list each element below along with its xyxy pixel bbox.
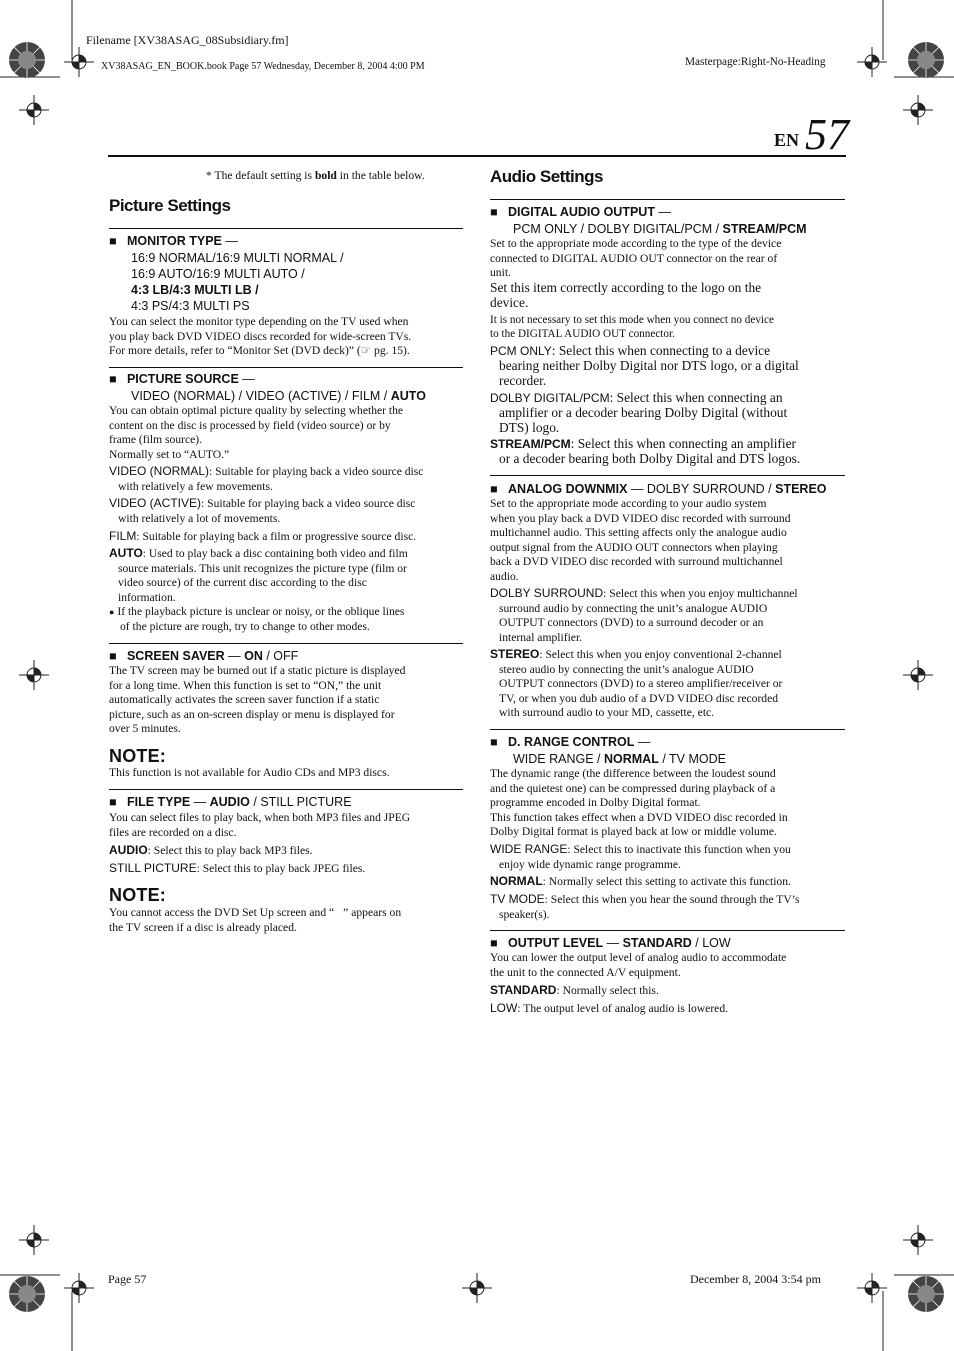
monitor-option-line: 16:9 AUTO/16:9 MULTI AUTO / [131,267,305,281]
option-dolby-surround [490,586,798,645]
crosshair-icon [19,1225,49,1255]
crosshair-icon [64,1273,94,1303]
file-type-label: FILE TYPE [126,795,191,809]
page-lang-label: EN [774,130,800,150]
option-wide-range [490,842,791,872]
registration-circle-icon [6,39,48,81]
text-line: back a DVD VIDEO disc recorded with surround multichannel [490,555,783,568]
text-line: output signal from the AUDIO OUT connectors when playing [490,540,778,554]
text-line: programme encoded in Dolby Digital format. [490,796,701,809]
term-text: : Select this when you enjoy multichannel [603,587,798,600]
output-level-label: OUTPUT LEVEL [507,936,604,950]
option-other: / OFF [262,649,299,663]
text-line: You can lower the output level of analog audio to accommodate [490,951,787,964]
crosshair-icon [462,1273,492,1303]
term-text: : Select this to play back MP3 files. [147,844,313,857]
text-line: for a long time. When this function is set to “ON,” the unit [109,678,382,692]
screen-saver-description [109,664,405,737]
option-stereo [490,647,782,721]
text-line: picture, such as an on-screen display or menu is displayed for [109,707,395,721]
crosshair-icon [64,47,94,77]
screen-saver-label: SCREEN SAVER [126,649,225,663]
term-text: : Select this to play back JPEG files. [196,862,366,875]
monitor-type-title: ■ MONITOR TYPE — [109,234,238,248]
term-text: video source) of the current disc according to the disc [118,576,367,589]
term: STREAM/PCM [490,437,571,451]
monitor-option-line-default: 4:3 LB/4:3 MULTI LB / [131,283,259,297]
text-line: the TV screen if a disc is already placed. [109,920,297,934]
text-line: audio. [490,569,519,583]
text-line: the unit to the connected A/V equipment. [490,965,681,979]
term-text: stereo audio by connecting the unit’s analogue AUDIO [499,662,754,676]
digital-audio-important [490,281,761,311]
option-other: — DOLBY SURROUND / [627,482,776,496]
range-control-options [513,751,726,767]
text-line: Dolby Digital format is played back at low or middle volume. [490,825,777,838]
analog-downmix-label: ANALOG DOWNMIX [507,482,628,496]
section-rule [109,643,463,644]
note-heading: NOTE: [109,746,166,766]
picture-source-tip [109,605,404,634]
tip-text: If the playback picture is unclear or noisy, or the oblique lines [117,605,405,618]
option-other: / STILL PICTURE [249,795,352,809]
options-default: AUTO [390,389,426,403]
text-line: For more details, refer to “Monitor Set (DVD deck)” (☞ pg. 15). [109,344,410,357]
digital-audio-output-options [513,221,807,237]
term: FILM [109,529,137,543]
monitor-option-line: 4:3 PS/4:3 MULTI PS [131,299,250,313]
monitor-option-line: 16:9 NORMAL/16:9 MULTI NORMAL / [131,251,344,265]
term-text: with relatively a lot of movements. [118,511,281,525]
section-rule [109,367,463,368]
text-line: connected to DIGITAL AUDIO OUT connector on the rear of [490,251,778,265]
default-note-pre: * The default setting is [206,169,315,182]
term-text: : Used to play back a disc containing both video and film [142,547,408,560]
book-info-line: XV38ASAG_EN_BOOK.book Page 57 Wednesday, December 8, 2004 4:00 PM [101,61,425,72]
note-text [109,906,401,935]
digital-audio-output-title: ■ DIGITAL AUDIO OUTPUT — [490,205,671,219]
text-line: Set this item correctly according to the logo on the [490,280,762,295]
text-line: device. [490,294,529,310]
picture-settings-heading: Picture Settings [109,196,231,215]
text-line: when you play back a DVD VIDEO disc recorded with surround [490,511,791,525]
option-default: STEREO [775,482,827,496]
term-text: : Suitable for playing back a video source disc [201,497,416,510]
digital-audio-output-label: DIGITAL AUDIO OUTPUT [507,205,655,219]
text-line: over 5 minutes. [109,722,181,735]
file-type-title: ■ FILE TYPE — AUDIO / STILL PICTURE [109,795,352,809]
default-note-post: in the table below. [336,169,425,182]
term: STEREO [490,647,540,661]
output-level-description [490,951,786,980]
term-text: bearing neither Dolby Digital nor DTS logo, or a digital [499,357,799,373]
option-dolby-digital-pcm [490,391,787,435]
text-line: multichannel audio. This setting affects only the analogue audio [490,526,787,539]
term-text: : Select this when you hear the sound through the TV’s [544,893,800,906]
option-default: STANDARD [622,936,692,950]
text-line: You cannot access the DVD Set Up screen and “⃠” appears on [109,906,402,919]
audio-settings-heading: Audio Settings [490,167,603,186]
term-text: DTS) logo. [499,419,560,435]
filename-label: Filename [XV38ASAG_08Subsidiary.fm] [86,33,289,47]
text-line: and the quietest one) can be compressed during playback of a [490,781,776,795]
options-default: STREAM/PCM [722,222,807,236]
term-text: : Normally select this setting to activate this function. [542,875,791,888]
term-text: source materials. This unit recognizes the picture type (film or [118,561,407,575]
text-line: The dynamic range (the difference between the loudest sound [490,767,776,780]
option-low [490,1001,728,1017]
term-text: with relatively a few movements. [118,479,273,493]
monitor-type-description [109,315,411,359]
screen-saver-title: ■ SCREEN SAVER — ON / OFF [109,649,299,663]
range-control-description [490,767,788,840]
text-line: automatically activates the screen saver function if a static [109,693,380,706]
term-text: surround audio by connecting the unit’s analogue AUDIO [499,601,768,615]
term-text: : Select this when connecting an [609,390,783,405]
text-line: Normally set to “AUTO.” [109,447,230,461]
term-text: : Select this when connecting to a device [551,343,771,358]
digital-audio-description [490,237,781,281]
section-rule [490,729,845,730]
section-rule [490,475,845,476]
text-line: You can select the monitor type depending on the TV used when [109,315,409,328]
term-text: : The output level of analog audio is lowered. [517,1002,729,1015]
section-rule [109,228,463,229]
crosshair-icon [857,1273,887,1303]
term-text: : Suitable for playing back a video source disc [209,465,424,478]
term-text: speaker(s). [499,907,550,921]
analog-downmix-title: ■ ANALOG DOWNMIX — DOLBY SURROUND / STEREO [490,482,827,496]
term: STANDARD [490,983,557,997]
picture-source-title: ■ PICTURE SOURCE — [109,372,255,386]
text-line: to the DIGITAL AUDIO OUT connector. [490,328,675,340]
page-number: 57 [805,110,849,159]
tip-text: of the picture are rough, try to change to other modes. [120,619,370,633]
crosshair-icon [903,1225,933,1255]
term: DOLBY DIGITAL/PCM [490,391,610,405]
option-video-normal [109,464,423,494]
term: DOLBY SURROUND [490,586,604,600]
term: LOW [490,1001,518,1015]
output-level-title: ■ OUTPUT LEVEL — STANDARD / LOW [490,936,731,950]
term-text: recorder. [499,372,547,388]
text-line: Set to the appropriate mode according to your audio system [490,497,767,510]
term: STILL PICTURE [109,861,197,875]
term: PCM ONLY [490,344,552,358]
picture-source-description [109,404,403,462]
note-heading: NOTE: [109,885,166,905]
term-text: or a decoder bearing both Dolby Digital and DTS logos. [499,450,801,466]
option-other: / LOW [691,936,731,950]
range-control-label: D. RANGE CONTROL [507,735,635,749]
text-line: unit. [490,266,511,279]
term-text: amplifier or a decoder bearing Dolby Digital (without [499,404,788,420]
option-tv-mode [490,892,799,922]
option-default: NORMAL [603,752,659,766]
crosshair-icon [19,660,49,690]
file-type-description [109,811,410,840]
text-line: Set to the appropriate mode according to the type of the device [490,237,782,250]
option-auto [109,546,408,605]
term-text: : Select this when connecting an amplifier [570,436,797,451]
text-line: You can select files to play back, when both MP3 files and JPEG [109,811,411,824]
default-note-bold: bold [314,169,337,182]
term: NORMAL [490,874,543,888]
term-text: TV, or when you dub audio of a DVD VIDEO disc recorded [499,691,779,705]
term: VIDEO (NORMAL) [109,464,210,478]
section-rule [490,930,845,931]
digital-audio-note [490,313,774,341]
option-other: / TV MODE [658,752,726,766]
option-audio [109,843,313,859]
section-rule [490,199,845,200]
options-text: VIDEO (NORMAL) / VIDEO (ACTIVE) / FILM / [131,389,391,403]
picture-source-options [131,388,426,404]
term-text: with surround audio to your MD, cassette, etc. [499,706,715,719]
footer-page-label: Page 57 [108,1272,147,1286]
crosshair-icon [903,660,933,690]
text-line: content on the disc is processed by field (video source) or by [109,418,391,432]
text-line: You can obtain optimal picture quality by selecting whether the [109,404,404,417]
footer-date-label: December 8, 2004 3:54 pm [690,1272,821,1286]
term: AUTO [109,546,143,560]
option-still-picture [109,861,365,877]
registration-circle-icon [6,1273,48,1315]
option-video-active [109,496,415,526]
term: AUDIO [109,843,148,857]
term-text: internal amplifier. [499,630,583,644]
note-text: This function is not available for Audio CDs and MP3 discs. [109,766,390,779]
option-film [109,529,416,545]
text-line: It is not necessary to set this mode when you connect no device [490,314,774,326]
header-rule [108,155,846,157]
text-line: you play back DVD VIDEO discs recorded for wide-screen TVs. [109,329,412,343]
term-text: information. [118,590,176,604]
monitor-type-label: MONITOR TYPE [126,234,222,248]
term-text: : Select this when you enjoy conventional 2-channel [539,648,782,661]
crosshair-icon [903,95,933,125]
crosshair-icon [19,95,49,125]
term-text: enjoy wide dynamic range programme. [499,857,681,871]
text-line: frame (film source). [109,433,203,446]
term-text: : Suitable for playing back a film or progressive source disc. [136,530,417,543]
registration-circle-icon [905,39,947,81]
option-normal [490,874,791,890]
registration-circle-icon [905,1273,947,1315]
text-line: files are recorded on a disc. [109,825,237,839]
text-line: The TV screen may be burned out if a static picture is displayed [109,664,406,677]
analog-downmix-description [490,497,791,584]
option-standard [490,983,659,999]
term: TV MODE [490,892,545,906]
monitor-type-options [131,250,344,314]
option-other: WIDE RANGE / [513,752,604,766]
masterpage-label: Masterpage:Right-No-Heading [685,56,826,68]
option-default: AUDIO [209,795,250,809]
option-default: ON [244,649,263,663]
bullet-icon: ● [109,607,115,617]
picture-source-label: PICTURE SOURCE [126,372,239,386]
section-rule [109,789,463,790]
term-text: OUTPUT connectors (DVD) to a stereo amplifier/receiver or [499,677,783,690]
term-text: OUTPUT connectors (DVD) to a surround decoder or an [499,616,764,629]
text-line: This function takes effect when a DVD VIDEO disc recorded in [490,810,788,824]
term-text: : Select this to inactivate this function when you [567,843,791,856]
term-text: : Normally select this. [556,984,659,997]
default-setting-note [206,169,425,182]
term: WIDE RANGE [490,842,568,856]
crosshair-icon [857,47,887,77]
range-control-title: ■ D. RANGE CONTROL — [490,735,651,749]
term: VIDEO (ACTIVE) [109,496,202,510]
options-text: PCM ONLY / DOLBY DIGITAL/PCM / [513,222,723,236]
option-pcm-only [490,344,799,388]
option-stream-pcm [490,437,800,467]
